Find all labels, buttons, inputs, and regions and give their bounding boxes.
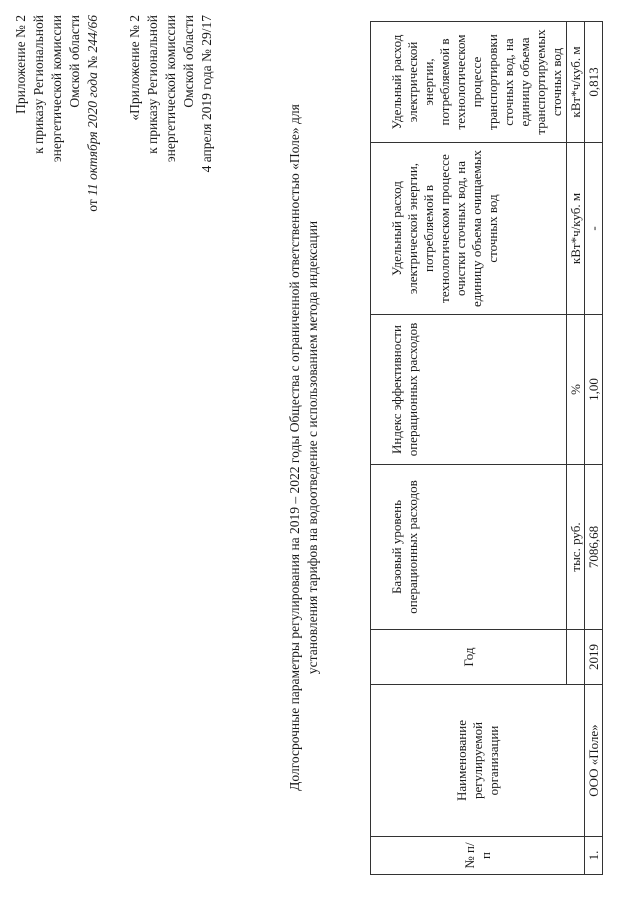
header-org: Наименование регулируемой организации [371,685,585,837]
cell-energy-transport: 0,813 [585,22,603,143]
previous-order-header [126,15,216,172]
appendix-line-4: Омской области [67,15,82,108]
unit-energy-transport: кВт*ч/куб. м [567,22,585,143]
title-line-2: установления тарифов на водоотведение с использованием метода индексации [305,220,320,675]
appendix-line-2: к приказу Региональной [31,15,46,154]
header-year: Год [371,630,567,685]
prev-line-3: энергетической комиссии [163,15,178,163]
cell-energy-cleaning: - [585,143,603,315]
unit-index: % [567,315,585,465]
cell-num: 1. [585,837,603,875]
cell-org: ООО «Поле» [585,685,603,837]
header-energy-transport: Удельный расход электрической энергии, потребляемой в технологическом процессе транспортировки сточных вод, на единицу объема транспортируемых сточных вод [371,22,567,143]
table-row [585,22,603,875]
date-prefix: от [85,199,100,212]
prev-line-4: Омской области [181,15,196,108]
header-base-level: Базовый уровень операционных расходов [371,465,567,630]
handwritten-date: 11 октября 2020 года [85,72,100,196]
prev-line-1: «Приложение № 2 [127,15,142,121]
cell-year: 2019 [585,630,603,685]
handwritten-number: 244/66 [85,15,100,53]
parameters-table [370,21,603,875]
appendix-line-3: энергетической комиссии [49,15,64,163]
header-num: № п/п [371,837,585,875]
unit-energy-cleaning: кВт*ч/куб. м [567,143,585,315]
unit-base: тыс. руб. [567,465,585,630]
number-prefix: № [85,55,100,69]
cell-index: 1,00 [585,315,603,465]
header-energy-cleaning: Удельный расход электрической энергии, потребляемой в технологическом процессе очистки сточных вод, на единицу объема очищаемых сточных вод [371,143,567,315]
title-line-1: Долгосрочные параметры регулирования на 2019 – 2022 годы Общества с ограниченной ответственностью «Поле» для [287,104,302,791]
appendix-date-line [84,15,102,212]
prev-line-5: 4 апреля 2019 года № 29/17 [199,15,214,173]
prev-line-2: к приказу Региональной [145,15,160,154]
appendix-line-1: Приложение № 2 [13,15,28,114]
header-efficiency-index: Индекс эффективности операционных расходов [371,315,567,465]
document-title [286,30,322,865]
cell-base: 7086,68 [585,465,603,630]
unit-year-empty [567,630,585,685]
table-header-row [371,22,567,875]
appendix-header [12,15,102,212]
